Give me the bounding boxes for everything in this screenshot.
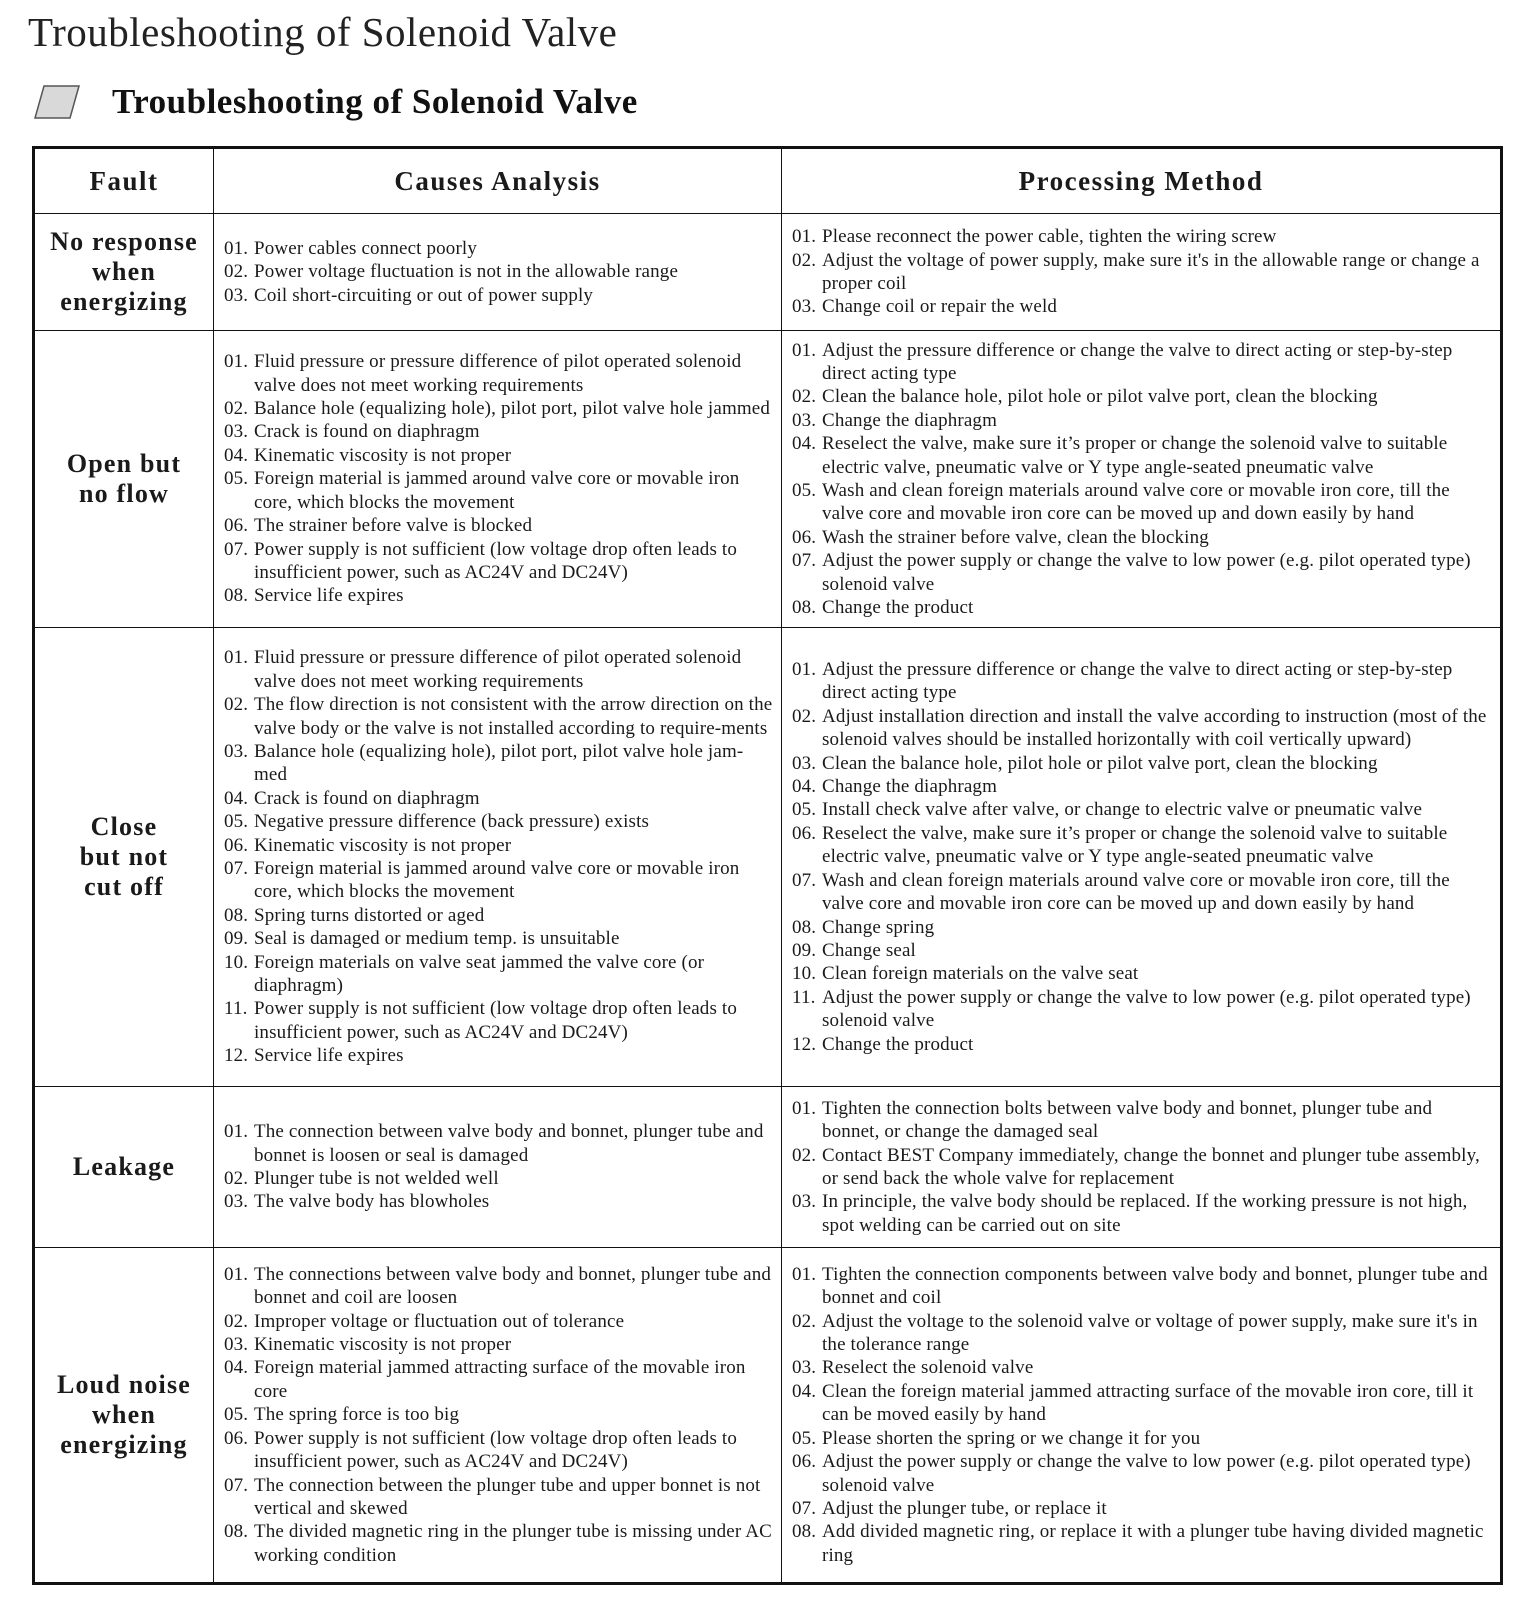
methods-cell-list <box>792 1263 1492 1567</box>
cause-item <box>224 538 773 585</box>
cause-item-number: 04. <box>224 444 249 466</box>
method-item-text: Change spring <box>822 916 935 938</box>
cause-item-text: Kinematic viscosity is not proper <box>254 444 512 466</box>
cause-item-number: 11. <box>224 998 248 1020</box>
method-item-text: Reselect the valve, make sure it’s proper or change the solenoid valve to suitable electric valve, pneumatic valve or Y type angle-seated pneumatic valve <box>822 433 1448 478</box>
method-item-number: 04. <box>792 433 817 455</box>
method-item-number: 06. <box>792 822 817 844</box>
method-item-number: 07. <box>792 869 817 891</box>
method-item-text: Clean the balance hole, pilot hole or pilot valve port, clean the blocking <box>822 752 1378 774</box>
cause-item <box>224 857 773 904</box>
fault-label-line: Close <box>90 812 158 841</box>
causes-cell <box>214 1248 782 1584</box>
method-item <box>792 549 1492 596</box>
cause-item-number: 03. <box>224 421 249 443</box>
cause-item-number: 04. <box>224 787 249 809</box>
cause-item <box>224 693 773 740</box>
cause-item-number: 03. <box>224 284 249 306</box>
method-item <box>792 1450 1492 1497</box>
cause-item-number: 12. <box>224 1045 249 1067</box>
cause-item-text: Power cables connect poorly <box>254 237 478 259</box>
cause-item <box>224 444 773 467</box>
methods-cell <box>782 1248 1502 1584</box>
method-item-number: 12. <box>792 1033 817 1055</box>
method-item-number: 03. <box>792 1191 817 1213</box>
method-item-number: 08. <box>792 1521 817 1543</box>
cause-item-text: Balance hole (equalizing hole), pilot port, pilot valve hole jam-med <box>254 740 744 786</box>
method-item <box>792 295 1492 318</box>
method-item-number: 01. <box>792 659 817 681</box>
table-header-row <box>34 148 1502 214</box>
cause-item <box>224 1333 773 1356</box>
cause-item-number: 07. <box>224 858 249 879</box>
cause-item-text: Balance hole (equalizing hole), pilot port, pilot valve hole jammed <box>254 398 771 420</box>
methods-cell-list <box>792 225 1492 319</box>
cause-item-number: 02. <box>224 398 249 420</box>
method-item <box>792 916 1492 939</box>
method-item <box>792 1380 1492 1427</box>
fault-label-line: No response <box>50 227 198 256</box>
cause-item-text: Spring turns distorted or aged <box>254 904 485 926</box>
section-title: Troubleshooting of Solenoid Valve <box>112 82 638 121</box>
cause-item <box>224 1190 773 1213</box>
cause-item-number: 08. <box>224 585 249 607</box>
causes-cell-list <box>224 1263 773 1567</box>
cause-item-text: Kinematic viscosity is not proper <box>254 1334 512 1356</box>
method-item-number: 04. <box>792 1380 817 1402</box>
cause-item <box>224 467 773 514</box>
method-item <box>792 432 1492 479</box>
cause-item-number: 05. <box>224 811 249 833</box>
method-item-number: 05. <box>792 480 817 501</box>
method-item-number: 11. <box>792 986 816 1008</box>
methods-cell-list <box>792 658 1492 1056</box>
method-item-text: Contact BEST Company immediately, change the bonnet and plunger tube assembly, or send back the whole valve for replacement <box>822 1144 1480 1189</box>
method-item <box>792 249 1492 296</box>
cause-item-text: Foreign material is jammed around valve core or movable iron core, which blocks the movement <box>254 858 740 903</box>
method-item <box>792 385 1492 408</box>
cause-item-text: Service life expires <box>254 585 404 607</box>
table-row <box>34 1248 1502 1584</box>
cause-item-number: 01. <box>224 647 249 669</box>
causes-cell <box>214 331 782 628</box>
cause-item-text: Power supply is not sufficient (low voltage drop often leads to insufficient power, such as AC24V and DC24V) <box>254 998 737 1043</box>
cause-item <box>224 904 773 927</box>
fault-label-line: energizing <box>60 1430 188 1459</box>
method-item-number: 01. <box>792 1097 817 1119</box>
method-item-text: In principle, the valve body should be replaced. If the working pressure is not high, spot welding can be carried out on site <box>822 1191 1468 1236</box>
header-fault: Fault <box>34 148 214 214</box>
method-item-text: Adjust installation direction and install the valve according to instruction (most of the solenoid valves should be installed horizontally with coil vertically upward) <box>822 705 1487 751</box>
method-item-text: Install check valve after valve, or change to electric valve or pneumatic valve <box>822 799 1423 821</box>
cause-item-text: Power supply is not sufficient (low voltage drop often leads to insufficient power, such as AC24V and DC24V) <box>254 1427 737 1473</box>
method-item-text: Please shorten the spring or we change it for you <box>822 1427 1201 1449</box>
cause-item <box>224 1167 773 1190</box>
method-item-text: Adjust the plunger tube, or replace it <box>822 1497 1107 1519</box>
method-item <box>792 798 1492 821</box>
method-item-number: 02. <box>792 386 817 408</box>
cause-item-number: 10. <box>224 951 249 973</box>
cause-item <box>224 1474 773 1521</box>
causes-cell-list <box>224 646 773 1067</box>
method-item-text: Wash and clean foreign materials around valve core or movable iron core, till the valve core and movable iron core can be moved up and down easily by hand <box>822 480 1450 525</box>
cause-item-text: Fluid pressure or pressure difference of pilot operated solenoid valve does not meet working requirements <box>254 351 742 396</box>
cause-item-text: The connection between the plunger tube and upper bonnet is not vertical and skewed <box>254 1474 761 1519</box>
method-item-text: Clean foreign materials on the valve seat <box>822 963 1139 985</box>
method-item-number: 01. <box>792 339 817 361</box>
cause-item-number: 02. <box>224 1168 249 1189</box>
cause-item-number: 07. <box>224 1474 249 1496</box>
cause-item <box>224 646 773 693</box>
fault-label-line: when <box>91 1400 157 1429</box>
cause-item-number: 06. <box>224 1427 249 1449</box>
causes-cell <box>214 628 782 1087</box>
cause-item <box>224 1310 773 1333</box>
fault-label-line: cut off <box>84 872 164 901</box>
causes-cell-list <box>224 350 773 607</box>
fault-cell <box>34 1248 214 1584</box>
method-item-number: 09. <box>792 939 817 961</box>
cause-item-text: Crack is found on diaphragm <box>254 787 480 809</box>
method-item-text: Add divided magnetic ring, or replace it with a plunger tube having divided magnetic ring <box>822 1521 1484 1566</box>
method-item <box>792 1033 1492 1056</box>
cause-item-number: 01. <box>224 1121 249 1143</box>
method-item-text: Adjust the power supply or change the valve to low power (e.g. pilot operated type) solenoid valve <box>822 1451 1471 1496</box>
troubleshooting-table <box>32 146 1503 1585</box>
causes-cell-list <box>224 1120 773 1214</box>
method-item <box>792 939 1492 962</box>
cause-item-number: 09. <box>224 928 249 950</box>
fault-label-line: Open but <box>66 449 182 478</box>
cause-item-text: Seal is damaged or medium temp. is unsuitable <box>254 928 620 950</box>
method-item-text: Adjust the voltage of power supply, make sure it's in the allowable range or change a proper coil <box>822 249 1480 294</box>
cause-item-text: Service life expires <box>254 1045 404 1067</box>
method-item-text: Please reconnect the power cable, tighten the wiring screw <box>822 226 1277 248</box>
method-item-number: 08. <box>792 916 817 938</box>
cause-item-number: 08. <box>224 904 249 926</box>
method-item-text: Adjust the power supply or change the valve to low power (e.g. pilot operated type) solenoid valve <box>822 986 1471 1032</box>
method-item <box>792 1497 1492 1520</box>
method-item-number: 02. <box>792 705 817 727</box>
method-item-text: Change the product <box>822 597 974 619</box>
cause-item-number: 04. <box>224 1357 249 1379</box>
cause-item <box>224 260 773 283</box>
method-item-number: 03. <box>792 752 817 774</box>
method-item <box>792 1144 1492 1191</box>
causes-cell-list <box>224 237 773 307</box>
page-title: Troubleshooting of Solenoid Valve <box>28 9 618 55</box>
method-item-text: Wash and clean foreign materials around valve core or movable iron core, till the valve core and movable iron core can be moved up and down easily by hand <box>822 869 1450 915</box>
cause-item <box>224 1356 773 1403</box>
cause-item-number: 03. <box>224 1334 249 1356</box>
cause-item-text: The connections between valve body and bonnet, plunger tube and bonnet and coil are loosen <box>254 1263 772 1309</box>
method-item-number: 02. <box>792 249 817 271</box>
cause-item-number: 01. <box>224 351 249 373</box>
method-item <box>792 705 1492 752</box>
method-item-text: Wash the strainer before valve, clean the blocking <box>822 526 1209 548</box>
cause-item-text: The valve body has blowholes <box>254 1191 490 1213</box>
cause-item-text: Crack is found on diaphragm <box>254 421 480 443</box>
method-item-number: 05. <box>792 799 817 821</box>
cause-item-number: 01. <box>224 1263 249 1285</box>
table-row <box>34 628 1502 1087</box>
cause-item-text: The divided magnetic ring in the plunger tube is missing under AC working condition <box>254 1521 772 1566</box>
fault-cell <box>34 628 214 1087</box>
cause-item <box>224 397 773 420</box>
cause-item-number: 06. <box>224 515 249 537</box>
method-item <box>792 225 1492 248</box>
header-causes: Causes Analysis <box>214 148 782 214</box>
method-item-number: 01. <box>792 1263 817 1285</box>
cause-item-text: The strainer before valve is blocked <box>254 515 533 537</box>
method-item-number: 04. <box>792 776 817 798</box>
method-item <box>792 775 1492 798</box>
cause-item-number: 02. <box>224 694 249 716</box>
method-item <box>792 409 1492 432</box>
cause-item <box>224 584 773 607</box>
method-item <box>792 986 1492 1033</box>
cause-item-number: 03. <box>224 1191 249 1213</box>
method-item-number: 07. <box>792 550 817 572</box>
cause-item <box>224 951 773 998</box>
method-item <box>792 962 1492 985</box>
cause-item-text: Fluid pressure or pressure difference of pilot operated solenoid valve does not meet working requirements <box>254 647 742 692</box>
method-item-number: 10. <box>792 963 817 985</box>
cause-item <box>224 1520 773 1567</box>
fault-cell <box>34 331 214 628</box>
method-item-text: Reselect the valve, make sure it’s proper or change the solenoid valve to suitable electric valve, pneumatic valve or Y type angle-seated pneumatic valve <box>822 822 1448 868</box>
parallelogram-icon <box>34 84 80 120</box>
cause-item-text: Foreign material is jammed around valve core or movable iron core, which blocks the movement <box>254 468 740 513</box>
table-row <box>34 1087 1502 1248</box>
cause-item <box>224 810 773 833</box>
method-item-text: Adjust the pressure difference or change the valve to direct acting or step-by-step direct acting type <box>822 659 1453 704</box>
cause-item-text: Power voltage fluctuation is not in the allowable range <box>254 261 679 283</box>
method-item-text: Reselect the solenoid valve <box>822 1357 1034 1379</box>
method-item <box>792 479 1492 526</box>
method-item-text: Change the diaphragm <box>822 409 998 431</box>
method-item <box>792 339 1492 386</box>
cause-item <box>224 787 773 810</box>
cause-item-text: Plunger tube is not welded well <box>254 1168 499 1189</box>
method-item <box>792 1263 1492 1310</box>
fault-label-line: no flow <box>78 479 170 508</box>
method-item-text: Clean the balance hole, pilot hole or pilot valve port, clean the blocking <box>822 386 1378 408</box>
cause-item-text: Kinematic viscosity is not proper <box>254 834 512 856</box>
method-item <box>792 1097 1492 1144</box>
methods-cell <box>782 214 1502 331</box>
method-item <box>792 1190 1492 1237</box>
causes-cell <box>214 214 782 331</box>
cause-item <box>224 927 773 950</box>
method-item-number: 06. <box>792 1451 817 1473</box>
cause-item <box>224 740 773 787</box>
method-item <box>792 822 1492 869</box>
fault-cell <box>34 1087 214 1248</box>
cause-item-text: The flow direction is not consistent with the arrow direction on the valve body or the valve is not installed according to require-ments <box>254 694 773 739</box>
cause-item-text: Improper voltage or fluctuation out of tolerance <box>254 1310 625 1332</box>
method-item <box>792 1427 1492 1450</box>
cause-item-text: Foreign materials on valve seat jammed the valve core (or diaphragm) <box>254 951 705 997</box>
fault-cell <box>34 214 214 331</box>
cause-item <box>224 997 773 1044</box>
method-item <box>792 658 1492 705</box>
cause-item-text: Power supply is not sufficient (low voltage drop often leads to insufficient power, such as AC24V and DC24V) <box>254 538 737 583</box>
cause-item-number: 03. <box>224 740 249 762</box>
method-item-number: 07. <box>792 1497 817 1519</box>
cause-item-number: 05. <box>224 468 249 490</box>
cause-item <box>224 350 773 397</box>
cause-item <box>224 1044 773 1067</box>
method-item-text: Adjust the pressure difference or change the valve to direct acting or step-by-step direct acting type <box>822 339 1453 384</box>
method-item <box>792 1310 1492 1357</box>
methods-cell-list <box>792 339 1492 620</box>
cause-item-text: Negative pressure difference (back pressure) exists <box>254 811 650 833</box>
fault-label-line: Loud noise <box>56 1370 192 1399</box>
method-item <box>792 596 1492 619</box>
fault-label-line: energizing <box>60 287 188 316</box>
cause-item-number: 05. <box>224 1404 249 1426</box>
table-row <box>34 214 1502 331</box>
cause-item <box>224 1427 773 1474</box>
cause-item-text: The connection between valve body and bonnet, plunger tube and bonnet is loosen or seal is damaged <box>254 1121 764 1166</box>
cause-item-number: 02. <box>224 1310 249 1332</box>
method-item-text: Clean the foreign material jammed attracting surface of the movable iron core, till it can be moved easily by hand <box>822 1380 1474 1426</box>
cause-item <box>224 834 773 857</box>
method-item-number: 02. <box>792 1310 817 1332</box>
causes-cell <box>214 1087 782 1248</box>
method-item-text: Change seal <box>822 939 916 961</box>
table-row <box>34 331 1502 628</box>
cause-item <box>224 284 773 307</box>
method-item <box>792 1356 1492 1379</box>
method-item-number: 05. <box>792 1427 817 1449</box>
method-item-number: 01. <box>792 226 817 248</box>
cause-item <box>224 1403 773 1426</box>
fault-label-line: but not <box>79 842 169 871</box>
cause-item-number: 02. <box>224 261 249 283</box>
cause-item <box>224 420 773 443</box>
cause-item-number: 01. <box>224 237 249 259</box>
cause-item <box>224 1120 773 1167</box>
method-item-text: Tighten the connection components between valve body and bonnet, plunger tube and bonnet and coil <box>822 1263 1488 1309</box>
cause-item <box>224 514 773 537</box>
method-item-number: 08. <box>792 597 817 619</box>
method-item <box>792 869 1492 916</box>
fault-label-line: when <box>91 257 157 286</box>
method-item <box>792 526 1492 549</box>
method-item-text: Tighten the connection bolts between valve body and bonnet, plunger tube and bonnet, or change the damaged seal <box>822 1097 1433 1143</box>
fault-label-line: Leakage <box>72 1152 176 1181</box>
cause-item <box>224 237 773 260</box>
method-item-text: Change coil or repair the weld <box>822 296 1058 318</box>
methods-cell-list <box>792 1097 1492 1237</box>
cause-item-text: Foreign material jammed attracting surface of the movable iron core <box>254 1357 746 1402</box>
methods-cell <box>782 331 1502 628</box>
cause-item-number: 08. <box>224 1521 249 1543</box>
method-item-text: Adjust the voltage to the solenoid valve or voltage of power supply, make sure it's in the tolerance range <box>822 1310 1478 1356</box>
method-item-number: 03. <box>792 1357 817 1379</box>
cause-item-text: Coil short-circuiting or out of power supply <box>254 284 594 306</box>
cause-item-number: 06. <box>224 834 249 856</box>
method-item-number: 02. <box>792 1144 817 1166</box>
method-item-text: Change the product <box>822 1033 974 1055</box>
method-item-number: 03. <box>792 296 817 318</box>
header-method: Processing Method <box>782 148 1502 214</box>
cause-item <box>224 1263 773 1310</box>
method-item <box>792 752 1492 775</box>
cause-item-number: 07. <box>224 538 249 560</box>
methods-cell <box>782 1087 1502 1248</box>
cause-item-text: The spring force is too big <box>254 1404 460 1426</box>
method-item-number: 06. <box>792 526 817 548</box>
method-item-text: Adjust the power supply or change the valve to low power (e.g. pilot operated type) solenoid valve <box>822 550 1471 595</box>
method-item-number: 03. <box>792 409 817 431</box>
method-item-text: Change the diaphragm <box>822 776 998 798</box>
method-item <box>792 1520 1492 1567</box>
methods-cell <box>782 628 1502 1087</box>
